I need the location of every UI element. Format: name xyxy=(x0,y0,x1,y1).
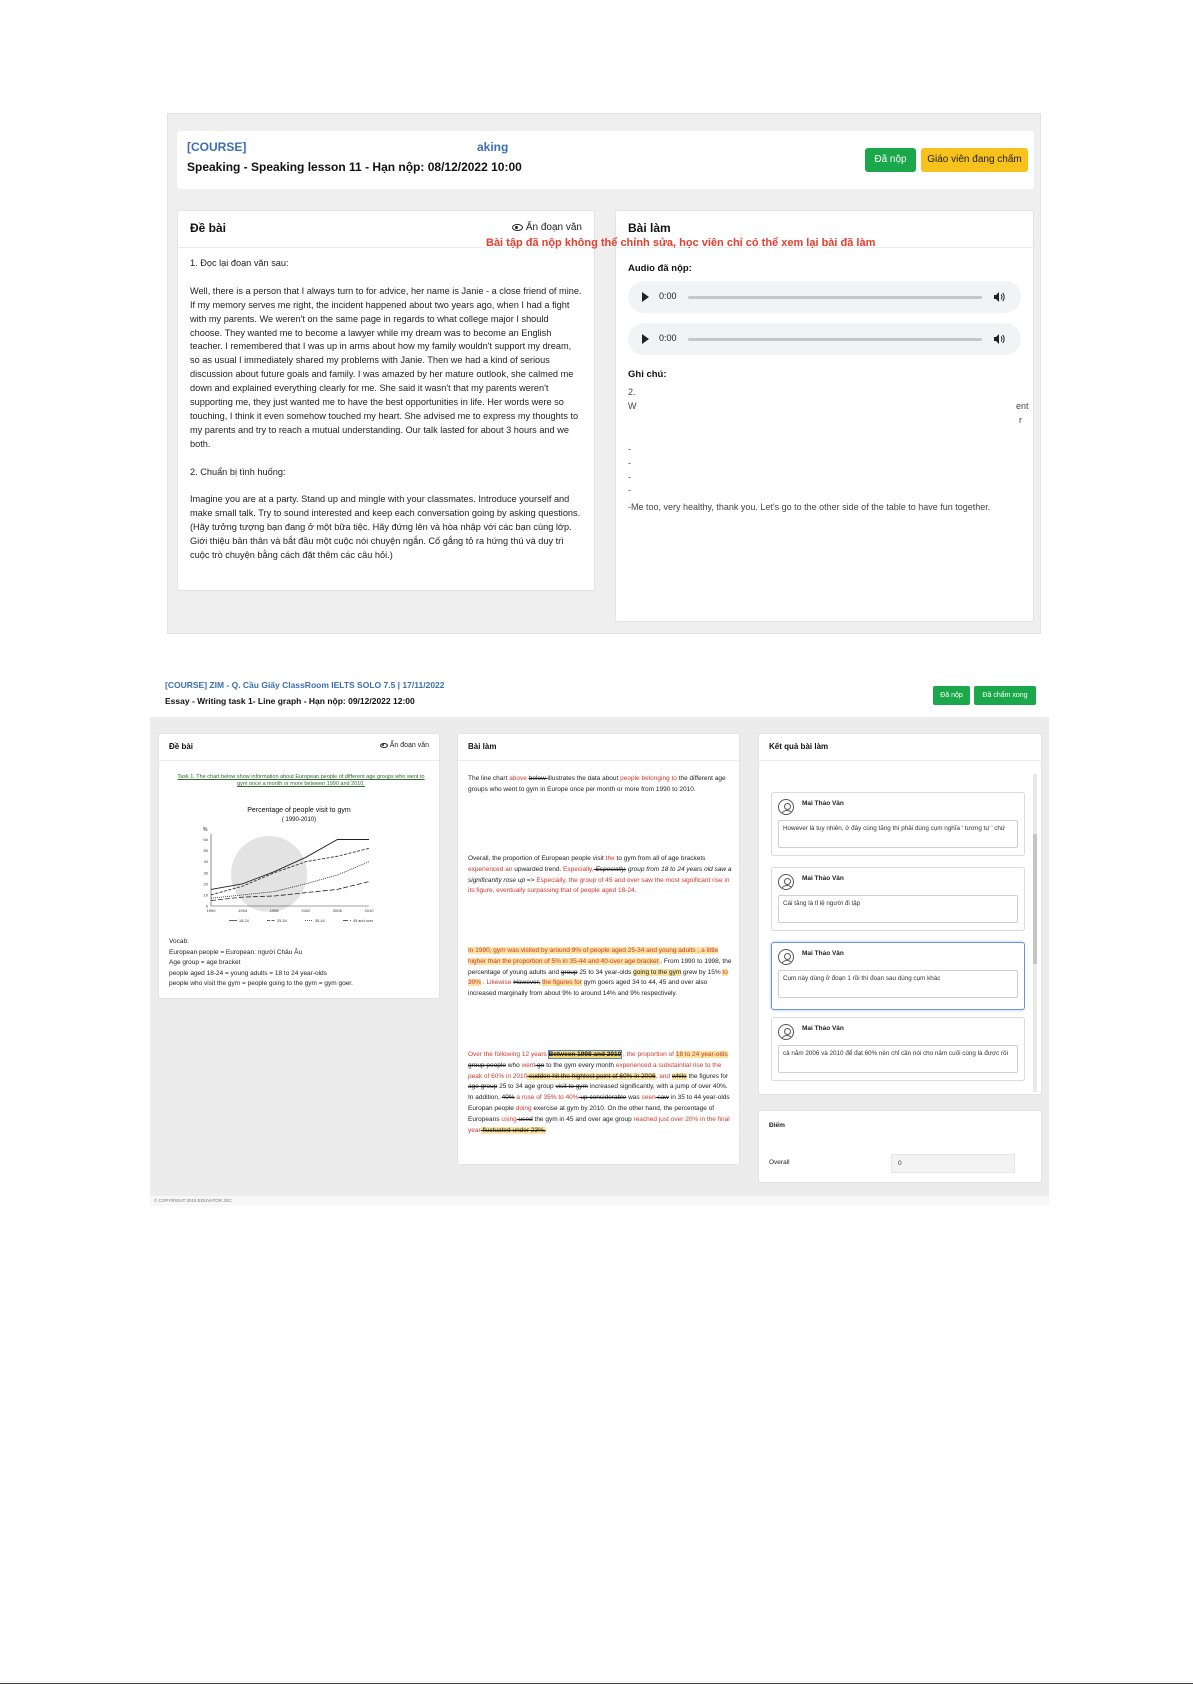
audio-player-1[interactable] xyxy=(628,281,1021,313)
essay-text: the figures for xyxy=(686,1072,729,1080)
correction-insert[interactable]: doing xyxy=(515,1104,532,1112)
speaking-header xyxy=(177,131,1034,189)
essay-text: , the proportion of xyxy=(621,1051,676,1058)
comment-card-active[interactable] xyxy=(771,942,1025,1010)
avatar-icon xyxy=(778,1024,794,1040)
legend-label: 18-24 xyxy=(239,919,249,923)
course-tag-fragment: aking xyxy=(477,140,509,154)
footer xyxy=(150,1196,1049,1206)
divider xyxy=(458,760,739,761)
essay-text: illustrates the data about xyxy=(547,775,621,782)
audio-time: 0:00 xyxy=(659,291,677,301)
prompt-situation-vi: (Hãy tưởng tượng bạn đang ở một bữa tiệc. Hãy đứng lên và hòa nhập với các bạn cùng lớp. Giới thiệu bản thân và bắt đầu một cuộc nói chuyện ngắn. Cố gắng tỏ ra hứng thú và duy trì cuộc trò chuyện bằng cách đặt thêm các câu hỏi.) xyxy=(190,522,572,560)
volume-icon[interactable] xyxy=(994,334,1005,344)
correction-insert[interactable]: reached just over 20% in the final year xyxy=(468,1115,730,1134)
note-dash: - xyxy=(628,457,631,468)
essay-text: 25 to 34 age group xyxy=(497,1083,556,1091)
eye-icon xyxy=(512,224,523,231)
overall-label: Overall xyxy=(769,1159,790,1166)
x-tick-label: 2010 xyxy=(364,908,374,913)
correction-insert[interactable]: people belonging to xyxy=(620,775,677,782)
correction-delete[interactable]: while xyxy=(671,1072,687,1080)
note-fragment: r xyxy=(1019,415,1022,425)
answer-panel xyxy=(615,210,1034,622)
comment-author: Mai Thảo Vân xyxy=(802,800,844,807)
page-bottom-rule xyxy=(0,1683,1193,1684)
volume-icon[interactable] xyxy=(994,292,1005,302)
chart-title: Percentage of people visit to gym xyxy=(247,807,351,814)
teacher-grading-button[interactable]: Giáo viên đang chấm xyxy=(921,148,1028,172)
answer-panel-title: Bài làm xyxy=(628,221,671,235)
comment-author: Mai Thảo Vân xyxy=(802,950,844,957)
essay-paragraph-2[interactable] xyxy=(468,854,732,897)
course-tag: [COURSE] xyxy=(187,140,247,154)
vocab-line: Age group = age bracket xyxy=(169,959,241,967)
vocab-line: people who visit the gym = people going to the gym = gym goer. xyxy=(169,980,353,988)
note-label: Ghi chú: xyxy=(628,369,667,380)
correction-delete[interactable]: Especially, xyxy=(593,865,627,873)
submitted-button[interactable]: Đã nộp xyxy=(865,148,916,172)
x-tick-label: 2002 xyxy=(301,908,311,913)
highlight-comment[interactable]: going to the gym xyxy=(633,968,682,976)
correction-delete[interactable]: saw xyxy=(655,1094,669,1102)
comment-list[interactable] xyxy=(767,774,1025,1092)
essay-panel xyxy=(457,733,740,1165)
correction-delete[interactable]: group people xyxy=(468,1061,506,1069)
correction-insert[interactable]: experienced a substaintial rise to the peak of 60% in 2010 xyxy=(468,1061,722,1080)
correction-insert[interactable]: above xyxy=(509,775,527,782)
audio-progress-track[interactable] xyxy=(688,296,982,299)
essay-text: The line chart xyxy=(468,775,510,782)
line-chart xyxy=(189,800,409,934)
hide-passage-link[interactable] xyxy=(380,742,429,749)
correction-delete[interactable]: age group xyxy=(468,1083,498,1091)
essay-paragraph-1[interactable] xyxy=(468,774,732,796)
audio-time: 0:00 xyxy=(659,333,677,343)
hide-passage-label: Ẩn đoạn văn xyxy=(389,742,429,749)
overall-score-input[interactable]: 0 xyxy=(891,1154,1015,1173)
x-tick-label: 1994 xyxy=(238,908,248,913)
prompt-instruction-1: 1. Đọc lại đoạn văn sau: xyxy=(190,258,289,268)
correction-delete[interactable]: However, xyxy=(513,979,541,987)
audio-label: Audio đã nộp: xyxy=(628,263,692,274)
correction-insert[interactable]: Especially, the group of 45 and over saw the most significant rise in its figure, eventually surpassing that of people aged 18-24. xyxy=(468,876,730,895)
correction-delete[interactable]: 40% xyxy=(501,1094,515,1102)
divider xyxy=(159,760,439,761)
audio-progress-track[interactable] xyxy=(688,338,982,341)
prompt-passage: Well, there is a person that I always turn to for advice, her name is Janie - a close friend of mine. If my memory serves me right, the incident happened about two years ago, when I had a fight with my parents. We weren't on the same page in regards to what college major I should choose. They wanted me to become a lawyer while my dream was to become an English teacher. I remembered that I was up in arms about how my family wouldn't support my dream, so as usual I immediately shared my problems with Janie. Then we had a kind of serious discussion about future goals and family. I was amazed by her mature outlook, she calmed me down and explained everything clearly for me. She said it wasn't that my parents weren't supporting me, they just wanted me to have the best opportunities in life. Her words were so touching, I think it even somehow touched my heart. She advised me to express my thoughts to my parents and try to reach a mutual understanding. Our talk lasted for about 3 hours and we both. xyxy=(190,285,582,449)
correction-insert[interactable]: Especially, xyxy=(563,865,594,873)
correction-delete[interactable]: used xyxy=(516,1115,533,1123)
score-panel xyxy=(758,1110,1042,1183)
vocab-list xyxy=(169,937,353,990)
essay-text: who xyxy=(505,1061,522,1069)
correction-insert[interactable]: the xyxy=(605,855,615,862)
speaking-screen xyxy=(167,113,1041,634)
y-axis-label: % xyxy=(203,827,208,833)
correction-delete[interactable]: go xyxy=(535,1061,545,1069)
highlight-comment[interactable]: In 1990, gym was visited by around 9% of people aged 25-34 and young adults , a little higher than the proportion of 5% in 35-44 and 40-over age bracket xyxy=(468,947,719,965)
comment-textarea[interactable]: cả năm 2006 và 2010 để đạt 60% nên chỉ cần nói cho năm cuối cùng là được rồi xyxy=(778,1045,1018,1073)
result-panel xyxy=(758,733,1042,1095)
essay-paragraph-4[interactable] xyxy=(468,1050,732,1136)
essay-text: upwarded trend. xyxy=(512,865,564,873)
comment-author: Mai Thảo Vân xyxy=(802,1025,844,1032)
essay-text: Overall, the proportion of European people visit xyxy=(468,855,606,862)
comment-card[interactable] xyxy=(771,1017,1025,1081)
submitted-button[interactable]: Đã nộp xyxy=(933,686,970,705)
essay-text: to gym from all of age brackets xyxy=(614,855,706,862)
essay-text: increased significantly, with a jump of over 40%. In addition, xyxy=(468,1083,728,1102)
result-panel-title: Kết quả bài làm xyxy=(769,742,829,751)
correction-delete[interactable]: visit to gym xyxy=(555,1083,588,1091)
legend-label: 35-44 xyxy=(315,919,325,923)
chart-subtitle: ( 1990-2010) xyxy=(281,817,317,823)
y-tick-label: 60 xyxy=(203,837,208,843)
hide-passage-link[interactable] xyxy=(512,222,582,233)
essay-panel-title: Bài làm xyxy=(468,742,497,751)
comment-author: Mai Thảo Vân xyxy=(802,875,844,882)
y-tick-label: 50 xyxy=(203,848,208,854)
essay-text: was xyxy=(626,1094,642,1102)
correction-delete[interactable]: sudden hit the hightest point of 60% in 2006 xyxy=(527,1072,656,1080)
y-tick-label: 20 xyxy=(203,881,208,887)
x-tick-label: 1990 xyxy=(206,908,216,913)
note-fragment: ent xyxy=(1016,401,1029,411)
play-icon[interactable] xyxy=(642,334,649,344)
note-dash: - xyxy=(628,471,631,482)
read-only-warning: Bài tập đã nộp không thể chỉnh sửa, học viên chỉ có thể xem lại bài đã làm xyxy=(486,237,876,249)
copyright-text: © COPYRIGHT 2019 EDUVATOR JSC xyxy=(154,1198,232,1203)
eye-icon xyxy=(380,743,388,748)
vocab-line: people aged 18-24 = young adults = 18 to 24 year-olds xyxy=(169,969,327,977)
comment-card[interactable] xyxy=(771,792,1025,856)
y-tick-label: 30 xyxy=(203,870,208,876)
vocab-line: Vocab: xyxy=(169,938,189,945)
correction-insert[interactable]: experienced an xyxy=(468,865,513,873)
essay-text: the gym in 45 and over age group xyxy=(532,1115,634,1123)
assignment-title: Speaking - Speaking lesson 11 - Hạn nộp: 08/12/2022 10:00 xyxy=(187,160,522,174)
x-tick-label: 1998 xyxy=(269,908,279,913)
legend-label: 45 and over xyxy=(353,919,374,923)
audio-player-2[interactable] xyxy=(628,323,1021,355)
x-tick-label: 2006 xyxy=(332,908,342,913)
correction-delete[interactable]: up considerable xyxy=(578,1094,627,1102)
essay-text: exercise at gym by 2010. On the other hand, the percentage of Europeans xyxy=(468,1104,715,1123)
correction-insert[interactable]: seen xyxy=(641,1094,656,1102)
scrollbar-thumb[interactable] xyxy=(1033,834,1037,964)
prompt-panel-title: Đề bài xyxy=(190,221,227,235)
graded-button[interactable]: Đã chấm xong xyxy=(974,686,1036,705)
correction-insert[interactable]: a rose of 35% to 40% xyxy=(514,1094,579,1102)
correction-delete[interactable]: below xyxy=(528,775,548,782)
note-dash: - xyxy=(628,485,631,496)
prompt-panel xyxy=(177,210,595,591)
essay-text: grew by 15% xyxy=(681,968,723,976)
correction-insert[interactable]: , and xyxy=(655,1072,672,1080)
note-dash: - xyxy=(628,444,631,454)
comment-card[interactable] xyxy=(771,867,1025,931)
highlight-comment[interactable]: the figures for xyxy=(542,979,582,987)
comment-textarea[interactable]: Cái tăng là tỉ lệ người đi tập xyxy=(778,895,1018,923)
comment-textarea[interactable]: Cụm này dùng ở đoạn 1 rồi thì đoạn sau dùng cụm khác xyxy=(778,970,1018,998)
essay-text: . From 1990 to 1998, the percentage of young adults and xyxy=(468,957,732,976)
y-tick-label: 0 xyxy=(205,903,208,909)
y-tick-label: 10 xyxy=(203,892,208,898)
avatar-icon xyxy=(778,799,794,815)
comment-textarea[interactable]: However là tuy nhiên, ở đây cùng tăng thì phải dùng cụm nghĩa ' tương tự ' chứ xyxy=(778,820,1018,848)
correction-delete[interactable]: fluctuated under 23%. xyxy=(480,1126,546,1134)
prompt-panel xyxy=(158,733,440,999)
note-number: 2. xyxy=(628,387,636,397)
vocab-line: European people = European: người Châu Âu xyxy=(169,948,303,956)
essay-paragraph-3[interactable] xyxy=(468,946,732,1000)
correction-insert[interactable]: went xyxy=(521,1061,536,1069)
avatar-icon xyxy=(778,949,794,965)
score-label: Điểm xyxy=(769,1122,785,1129)
essay-text: in 35 to 44 year-olds Europan people xyxy=(468,1094,730,1112)
highlight-comment[interactable]: to 30% xyxy=(468,968,728,987)
correction-insert[interactable]: using xyxy=(501,1115,517,1123)
correction-insert[interactable]: Likewise xyxy=(486,979,512,987)
essay-screen xyxy=(150,674,1049,1206)
essay-text: the different age groups who went to gym in Europe once per month or more from 1990 to 2010. xyxy=(468,775,726,793)
divider xyxy=(759,760,1041,761)
line-chart-svg xyxy=(189,800,409,934)
avatar-icon xyxy=(778,874,794,890)
note-last-line: -Me too, very healthy, thank you. Let's go to the other side of the table to have fun together. xyxy=(628,502,991,512)
essay-text: 25 to 34 year-olds xyxy=(577,968,634,976)
task-instruction: Task 1. The chart below show information about European people of different age groups who went to gym once a month or more between 1990 and 2010. xyxy=(177,774,425,787)
highlight-comment[interactable]: 18 to 24 year-olds xyxy=(675,1051,728,1058)
essay-text: => xyxy=(525,876,537,884)
essay-text: gym goers aged 34 to 44, 45 and over also increased marginally from about 9% to around 14% and 9% respectively. xyxy=(468,979,708,998)
note-fragment: W xyxy=(628,401,637,411)
essay-text: . xyxy=(481,979,487,987)
play-icon[interactable] xyxy=(642,292,649,302)
prompt-panel-title: Đề bài xyxy=(169,742,194,751)
correction-insert[interactable]: Over the following 12 years xyxy=(468,1051,549,1058)
essay-text: group from 18 to 24 years old saw a significantly rose up xyxy=(468,865,732,884)
essay-text: to the gym every month xyxy=(544,1061,616,1069)
legend-label: 25-34 xyxy=(277,919,287,923)
correction-delete[interactable]: group xyxy=(560,968,578,976)
highlight-comment-active[interactable]: Between 1998 and 2010 xyxy=(548,1051,622,1058)
prompt-instruction-2: 2. Chuẩn bị tình huống: xyxy=(190,466,286,477)
hide-passage-label: Ẩn đoạn văn xyxy=(525,222,582,233)
note-dash-list xyxy=(628,443,631,498)
prompt-body xyxy=(190,257,582,577)
y-tick-label: 40 xyxy=(203,859,208,865)
assignment-title: Essay - Writing task 1- Line graph - Hạn nộp: 09/12/2022 12:00 xyxy=(165,696,415,706)
essay-header xyxy=(150,674,1049,717)
prompt-situation: Imagine you are at a party. Stand up and mingle with your classmates. Introduce yourself and make small talk. Try to sound interested and keep each conversation going by asking questions. xyxy=(190,494,581,519)
course-tag: [COURSE] ZIM - Q. Cầu Giấy ClassRoom IELTS SOLO 7.5 | 17/11/2022 xyxy=(165,680,445,690)
